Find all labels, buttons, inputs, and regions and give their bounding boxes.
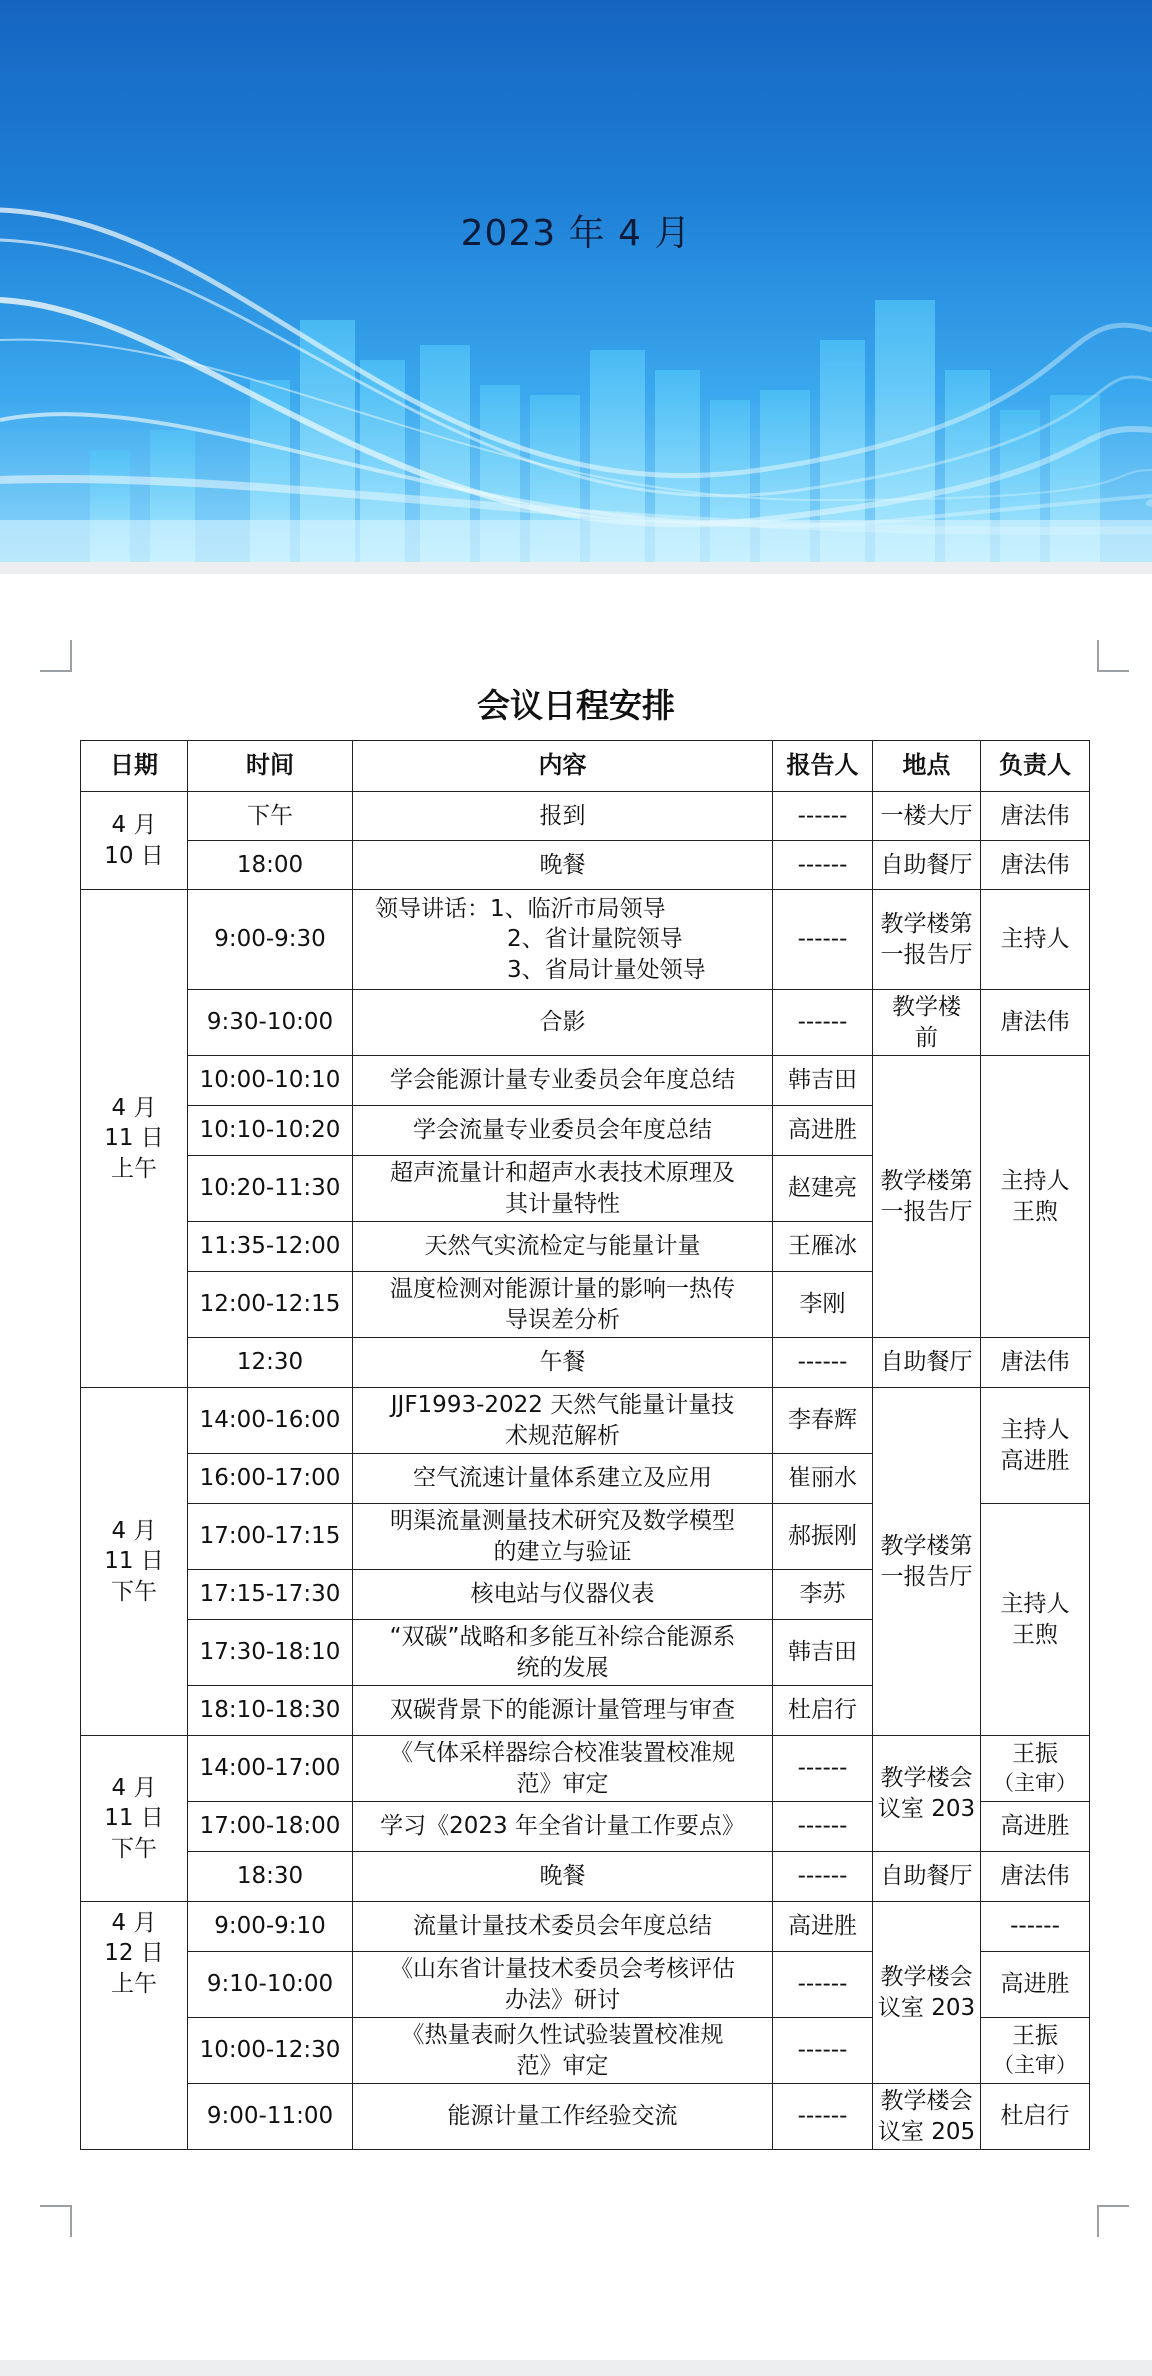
- date-cell: 4 月 11 日 下午: [81, 1388, 188, 1736]
- place-cell: 自助餐厅: [873, 1338, 981, 1388]
- table-row: [81, 990, 1090, 1056]
- reporter-cell: ------: [773, 1736, 873, 1802]
- owner-cell: 唐法伟: [981, 1852, 1090, 1902]
- crop-mark: [40, 640, 72, 672]
- time-cell: 17:30-18:10: [188, 1620, 353, 1686]
- reporter-cell: ------: [773, 841, 873, 890]
- owner-cell: 主持人 高进胜: [981, 1388, 1090, 1504]
- content-cell: 《山东省计量技术委员会考核评估 办法》研讨: [353, 1952, 773, 2018]
- header-time: 时间: [188, 741, 353, 792]
- reporter-cell: 崔丽水: [773, 1454, 873, 1504]
- place-cell: 教学楼会 议室 203: [873, 1902, 981, 2084]
- table-row: [81, 792, 1090, 841]
- reporter-cell: 李春辉: [773, 1388, 873, 1454]
- table-header-row: [81, 741, 1090, 792]
- time-cell: 10:00-12:30: [188, 2018, 353, 2084]
- document-title: 会议日程安排: [477, 686, 675, 725]
- time-cell: 12:00-12:15: [188, 1272, 353, 1338]
- owner-cell: 主持人 王煦: [981, 1056, 1090, 1338]
- header-banner: [0, 0, 1152, 562]
- content-cell: 超声流量计和超声水表技术原理及 其计量特性: [353, 1156, 773, 1222]
- date-cell: 4 月 11 日 上午: [81, 890, 188, 1388]
- crop-mark: [1097, 2205, 1129, 2237]
- content-cell: 空气流速计量体系建立及应用: [353, 1454, 773, 1504]
- content-cell: 领导讲话：1、临沂市局领导 2、省计量院领导 3、省局计量处领导: [353, 890, 773, 990]
- place-cell: 教学楼 前: [873, 990, 981, 1056]
- content-cell: 学习《2023 年全省计量工作要点》: [353, 1802, 773, 1852]
- table-row: [81, 1338, 1090, 1388]
- content-cell: 天然气实流检定与能量计量: [353, 1222, 773, 1272]
- owner-cell: 唐法伟: [981, 792, 1090, 841]
- time-cell: 18:10-18:30: [188, 1686, 353, 1736]
- content-cell: “双碳”战略和多能互补综合能源系 统的发展: [353, 1620, 773, 1686]
- reporter-cell: ------: [773, 1952, 873, 2018]
- city-skyline-graphic: [0, 0, 1152, 562]
- reporter-cell: ------: [773, 2084, 873, 2150]
- header-content: 内容: [353, 741, 773, 792]
- reporter-cell: ------: [773, 1802, 873, 1852]
- reporter-cell: ------: [773, 1338, 873, 1388]
- reporter-cell: ------: [773, 990, 873, 1056]
- time-cell: 9:10-10:00: [188, 1952, 353, 2018]
- content-cell: 《热量表耐久性试验装置校准规 范》审定: [353, 2018, 773, 2084]
- content-cell: 明渠流量测量技术研究及数学模型 的建立与验证: [353, 1504, 773, 1570]
- time-cell: 9:00-11:00: [188, 2084, 353, 2150]
- content-cell: 温度检测对能源计量的影响一热传 导误差分析: [353, 1272, 773, 1338]
- time-cell: 9:30-10:00: [188, 990, 353, 1056]
- table-row: [81, 890, 1090, 990]
- header-place: 地点: [873, 741, 981, 792]
- content-cell: 报到: [353, 792, 773, 841]
- header-reporter: 报告人: [773, 741, 873, 792]
- crop-mark: [1097, 640, 1129, 672]
- reporter-cell: 杜启行: [773, 1686, 873, 1736]
- time-cell: 17:15-17:30: [188, 1570, 353, 1620]
- date-cell: 4 月 11 日 下午: [81, 1736, 188, 1902]
- table-row: [81, 1902, 1090, 1952]
- header-owner: 负责人: [981, 741, 1090, 792]
- time-cell: 18:30: [188, 1852, 353, 1902]
- header-date: 日期: [81, 741, 188, 792]
- place-cell: 自助餐厅: [873, 1852, 981, 1902]
- content-cell: 晚餐: [353, 1852, 773, 1902]
- owner-cell: 唐法伟: [981, 990, 1090, 1056]
- time-cell: 14:00-16:00: [188, 1388, 353, 1454]
- place-cell: 教学楼会 议室 203: [873, 1736, 981, 1852]
- owner-cell: 高进胜: [981, 1952, 1090, 2018]
- content-cell: 晚餐: [353, 841, 773, 890]
- table-row: [81, 1852, 1090, 1902]
- reporter-cell: 韩吉田: [773, 1056, 873, 1106]
- reporter-cell: ------: [773, 792, 873, 841]
- reporter-cell: ------: [773, 890, 873, 990]
- banner-date: 2023 年 4 月: [460, 213, 692, 254]
- reporter-cell: 高进胜: [773, 1106, 873, 1156]
- place-cell: 一楼大厅: [873, 792, 981, 841]
- owner-cell: ------: [981, 1902, 1090, 1952]
- owner-cell: 高进胜: [981, 1802, 1090, 1852]
- content-cell: 午餐: [353, 1338, 773, 1388]
- content-cell: 《气体采样器综合校准装置校准规 范》审定: [353, 1736, 773, 1802]
- place-cell: 教学楼第 一报告厅: [873, 1388, 981, 1736]
- content-cell: 流量计量技术委员会年度总结: [353, 1902, 773, 1952]
- date-cell: 4 月 10 日: [81, 792, 188, 890]
- time-cell: 9:00-9:30: [188, 890, 353, 990]
- time-cell: 17:00-18:00: [188, 1802, 353, 1852]
- owner-cell: 王振 （主审）: [981, 2018, 1090, 2084]
- place-cell: 自助餐厅: [873, 841, 981, 890]
- time-cell: 10:20-11:30: [188, 1156, 353, 1222]
- time-cell: 16:00-17:00: [188, 1454, 353, 1504]
- date-cell: 4 月 12 日 上午: [81, 1902, 188, 2150]
- time-cell: 14:00-17:00: [188, 1736, 353, 1802]
- time-cell: 9:00-9:10: [188, 1902, 353, 1952]
- reporter-cell: ------: [773, 1852, 873, 1902]
- reporter-cell: 高进胜: [773, 1902, 873, 1952]
- table-row: [81, 1056, 1090, 1106]
- table-row: [81, 841, 1090, 890]
- content-cell: 核电站与仪器仪表: [353, 1570, 773, 1620]
- reporter-cell: 赵建亮: [773, 1156, 873, 1222]
- page-bottom-strip: [0, 2360, 1152, 2376]
- content-cell: 双碳背景下的能源计量管理与审查: [353, 1686, 773, 1736]
- content-cell: 能源计量工作经验交流: [353, 2084, 773, 2150]
- time-cell: 18:00: [188, 841, 353, 890]
- owner-cell: 主持人: [981, 890, 1090, 990]
- time-cell: 12:30: [188, 1338, 353, 1388]
- reporter-cell: 王雁冰: [773, 1222, 873, 1272]
- table-row: [81, 1388, 1090, 1454]
- owner-cell: 王振 （主审）: [981, 1736, 1090, 1802]
- time-cell: 17:00-17:15: [188, 1504, 353, 1570]
- owner-cell: 唐法伟: [981, 841, 1090, 890]
- place-cell: 教学楼会 议室 205: [873, 2084, 981, 2150]
- content-cell: 学会能源计量专业委员会年度总结: [353, 1056, 773, 1106]
- content-cell: JJF1993-2022 天然气能量计量技 术规范解析: [353, 1388, 773, 1454]
- reporter-cell: 郝振刚: [773, 1504, 873, 1570]
- owner-cell: 唐法伟: [981, 1338, 1090, 1388]
- place-cell: 教学楼第 一报告厅: [873, 1056, 981, 1338]
- reporter-cell: 李刚: [773, 1272, 873, 1338]
- content-cell: 学会流量专业委员会年度总结: [353, 1106, 773, 1156]
- time-cell: 10:00-10:10: [188, 1056, 353, 1106]
- content-cell: 合影: [353, 990, 773, 1056]
- schedule-table: [80, 740, 1090, 2150]
- time-cell: 11:35-12:00: [188, 1222, 353, 1272]
- time-cell: 10:10-10:20: [188, 1106, 353, 1156]
- owner-cell: 主持人 王煦: [981, 1504, 1090, 1736]
- time-cell: 下午: [188, 792, 353, 841]
- owner-cell: 杜启行: [981, 2084, 1090, 2150]
- place-cell: 教学楼第 一报告厅: [873, 890, 981, 990]
- page-separator: [0, 562, 1152, 574]
- table-row: [81, 1736, 1090, 1802]
- reporter-cell: ------: [773, 2018, 873, 2084]
- table-row: [81, 2084, 1090, 2150]
- crop-mark: [40, 2205, 72, 2237]
- reporter-cell: 李苏: [773, 1570, 873, 1620]
- reporter-cell: 韩吉田: [773, 1620, 873, 1686]
